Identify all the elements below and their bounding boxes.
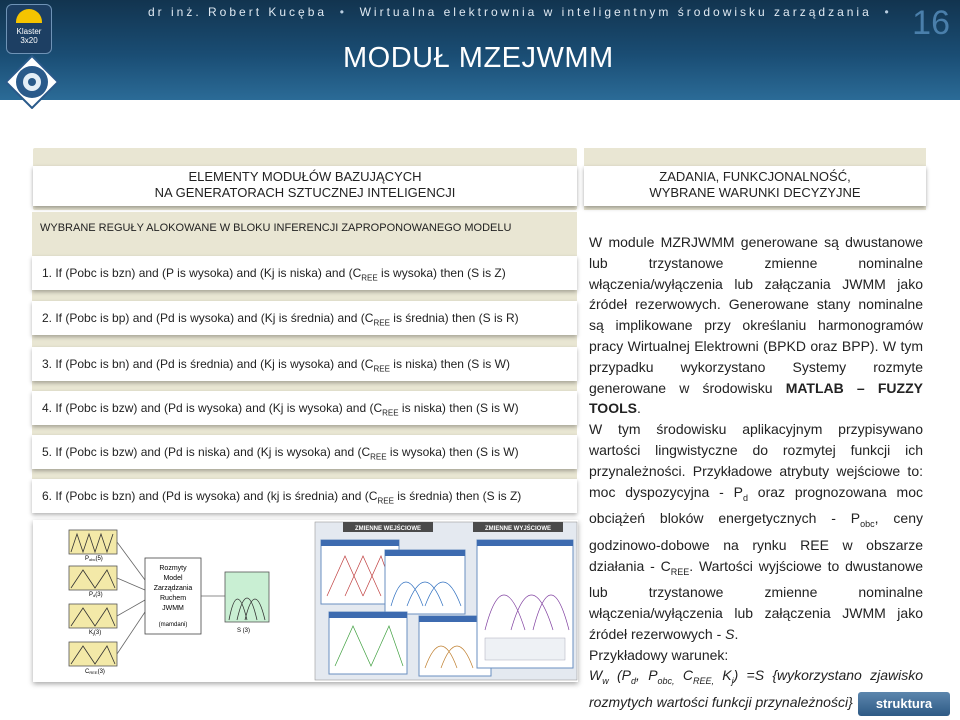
paragraph-3: Przykładowy warunek: bbox=[589, 646, 729, 663]
input-block-kj bbox=[69, 604, 117, 628]
rule-text: is niska) then (S is W) bbox=[389, 357, 510, 371]
p2-sub: obc bbox=[860, 518, 875, 529]
paragraph-1 bbox=[589, 232, 923, 419]
rule-6 bbox=[32, 479, 577, 513]
rules-title: WYBRANE REGUŁY ALOKOWANE W BLOKU INFERENCJI ZAPROPONOWANEGO MODELU bbox=[40, 222, 512, 234]
left-heading-line1: ELEMENTY MODUŁÓW BAZUJĄCYCH bbox=[188, 169, 422, 184]
rule-text: 4. If (Pobc is bzw) and (Pd is wysoka) and (Kj is wysoka) and (C bbox=[42, 401, 383, 415]
rule-sub: REE bbox=[370, 452, 387, 462]
right-heading-line1: ZADANIA, FUNKCJONALNOŚĆ, bbox=[659, 169, 851, 184]
window-2 bbox=[385, 550, 465, 614]
p2-text: W tym środowisku aplikacyjnym przypisywano wartości lingwistyczne do rozmytej funkcji ich przynależności. Przykładowe atrybuty wejściowe to: moc dyspozycyjna - P bbox=[589, 421, 923, 500]
input1-label: Pobc(5) bbox=[85, 556, 103, 562]
p2-text: . bbox=[734, 625, 739, 642]
p4-sub: j bbox=[731, 676, 734, 687]
p4-text: (P bbox=[608, 667, 632, 684]
model-line2: Model bbox=[163, 575, 183, 582]
rule-text: is średnia) then (S is R) bbox=[389, 311, 519, 325]
rule-sub: REE bbox=[377, 496, 394, 506]
header-subtitle: Wirtualna elektrownia w inteligentnym środowisku zarządzania bbox=[359, 5, 872, 19]
rule-3 bbox=[32, 347, 577, 381]
p2-text: , ceny godzinowo-dobowe na rynku REE w obszarze działania - C bbox=[589, 510, 924, 574]
author-name: dr inż. Robert Kucęba bbox=[148, 5, 328, 19]
p1-bold: MATLAB – FUZZY TOOLS bbox=[589, 379, 923, 417]
p1-end: . bbox=[636, 400, 641, 417]
rule-text: 2. If (Pobc is bp) and (Pd is wysoka) and (Kj is średnia) and (C bbox=[42, 311, 374, 325]
left-column bbox=[33, 148, 577, 210]
right-heading bbox=[584, 166, 926, 206]
right-heading-box bbox=[584, 148, 926, 210]
page-number: 16 bbox=[912, 4, 950, 42]
diagram-svg bbox=[33, 520, 578, 682]
input2-label: Pd(3) bbox=[89, 592, 103, 598]
model-line4: Ruchem bbox=[159, 595, 187, 602]
p2-text: . Wartości wyjściowe to dwustanowe lub trzystanowe zmienne nominalne włączenia/wyłączenia lub załączenia JWMM jako źródeł rezerwowych - bbox=[589, 557, 923, 642]
separator: • bbox=[884, 5, 892, 19]
p4-text: K bbox=[713, 667, 732, 684]
rule-text: is wysoka) then (S is Z) bbox=[377, 266, 506, 280]
footer-bar bbox=[0, 688, 960, 720]
rule-sub: REE bbox=[373, 318, 390, 328]
header-banner bbox=[0, 0, 960, 100]
right-heading-line2: WYBRANE WARUNKI DECYZYJNE bbox=[649, 185, 861, 200]
logo-text bbox=[7, 27, 51, 45]
output-label: S (3) bbox=[237, 628, 251, 634]
separator: • bbox=[339, 5, 347, 19]
page-title: MODUŁ MZEJWMM bbox=[343, 42, 614, 74]
left-heading bbox=[33, 166, 577, 206]
rule-5 bbox=[32, 435, 577, 469]
p4-sub: d bbox=[631, 676, 637, 687]
p4-text: W bbox=[589, 667, 603, 684]
rule-sub: REE bbox=[373, 364, 390, 374]
p2-sub: d bbox=[742, 492, 748, 503]
logo-text-line2: 3x20 bbox=[20, 36, 38, 45]
rule-text: 3. If (Pobc is bn) and (Pd is średnia) and (Kj is wysoka) and (C bbox=[42, 357, 374, 371]
p4-text: , P bbox=[636, 667, 658, 684]
p4-sub: w bbox=[602, 676, 609, 687]
p1-text: W module MZRJWMM generowane są dwustanowe lub trzystanowe zmienne nominalne włączenia/wyłączenia lub załączania JWMM jako źródeł rezerwowych. Generowane stany nominalne są implikowane przy określaniu harmonogramów pracy Wirtualnej Elektrowni (BPKD oraz BPP). W tym przypadku wykorzystano Systemy rozmyte generowane w środowisku bbox=[589, 234, 923, 396]
rule-text: 1. If (Pobc is bzn) and (P is wysoka) and (Kj is niska) and (C bbox=[42, 266, 362, 280]
model-line3: Zarządzania bbox=[153, 585, 193, 592]
logo-text-line1: Klaster bbox=[16, 27, 42, 36]
rule-text: is niska) then (S is W) bbox=[398, 401, 519, 415]
p2-text: oraz prognozowana moc obciążeń bloków energetycznych - P bbox=[589, 483, 923, 527]
rule-text: is wysoka) then (S is W) bbox=[386, 445, 519, 459]
p2-sub: REE bbox=[670, 566, 690, 577]
rule-sub: REE bbox=[382, 408, 399, 418]
output-block bbox=[225, 572, 269, 622]
model-type: (mamdani) bbox=[158, 622, 188, 628]
input-block-pobc bbox=[69, 530, 117, 554]
input-block-cree bbox=[69, 642, 117, 666]
klaster-logo bbox=[6, 4, 52, 54]
rule-text: 5. If (Pobc is bzw) and (Pd is niska) and (Kj is wysoka) and (C bbox=[42, 445, 371, 459]
rule-text: 6. If (Pobc is bzn) and (Pd is wysoka) and (kj is średnia) and (C bbox=[42, 489, 378, 503]
sun-icon bbox=[16, 9, 42, 23]
rule-text: is średnia) then (S is Z) bbox=[393, 489, 522, 503]
p2-italic: S bbox=[725, 625, 735, 642]
p4-text: C bbox=[674, 667, 693, 684]
input3-label: Kj(3) bbox=[89, 630, 102, 636]
rule-2 bbox=[32, 301, 577, 335]
right-body-text bbox=[589, 232, 923, 713]
seal-logo bbox=[5, 55, 59, 109]
p4-sub: REE, bbox=[692, 676, 714, 687]
p4-text: ) =S {wykorzystano zjawisko rozmytych wartości funkcji przynależności} bbox=[589, 667, 924, 710]
rule-sub: REE bbox=[361, 273, 378, 283]
outputs-label: ZMIENNE WYJŚCIOWE bbox=[484, 526, 552, 532]
model-line5: JWMM bbox=[162, 605, 184, 612]
window-5 bbox=[477, 540, 573, 668]
header-top-line bbox=[148, 5, 892, 19]
input-block-pd bbox=[69, 566, 117, 590]
rule-4 bbox=[32, 391, 577, 425]
window-3 bbox=[329, 612, 407, 674]
fuzzy-model-diagram bbox=[33, 520, 578, 682]
connector-lines bbox=[117, 542, 145, 654]
inputs-label: ZMIENNE WEJŚCIOWE bbox=[354, 526, 422, 532]
paragraph-2 bbox=[589, 419, 923, 644]
structure-button[interactable]: struktura bbox=[858, 692, 950, 716]
model-line1: Rozmyty bbox=[159, 565, 187, 572]
rule-1 bbox=[32, 256, 577, 290]
input4-label: CREE(3) bbox=[85, 669, 105, 675]
left-heading-line2: NA GENERATORACH SZTUCZNEJ INTELIGENCJI bbox=[154, 185, 456, 200]
p4-sub: obc, bbox=[657, 676, 675, 687]
left-heading-box bbox=[33, 148, 577, 210]
